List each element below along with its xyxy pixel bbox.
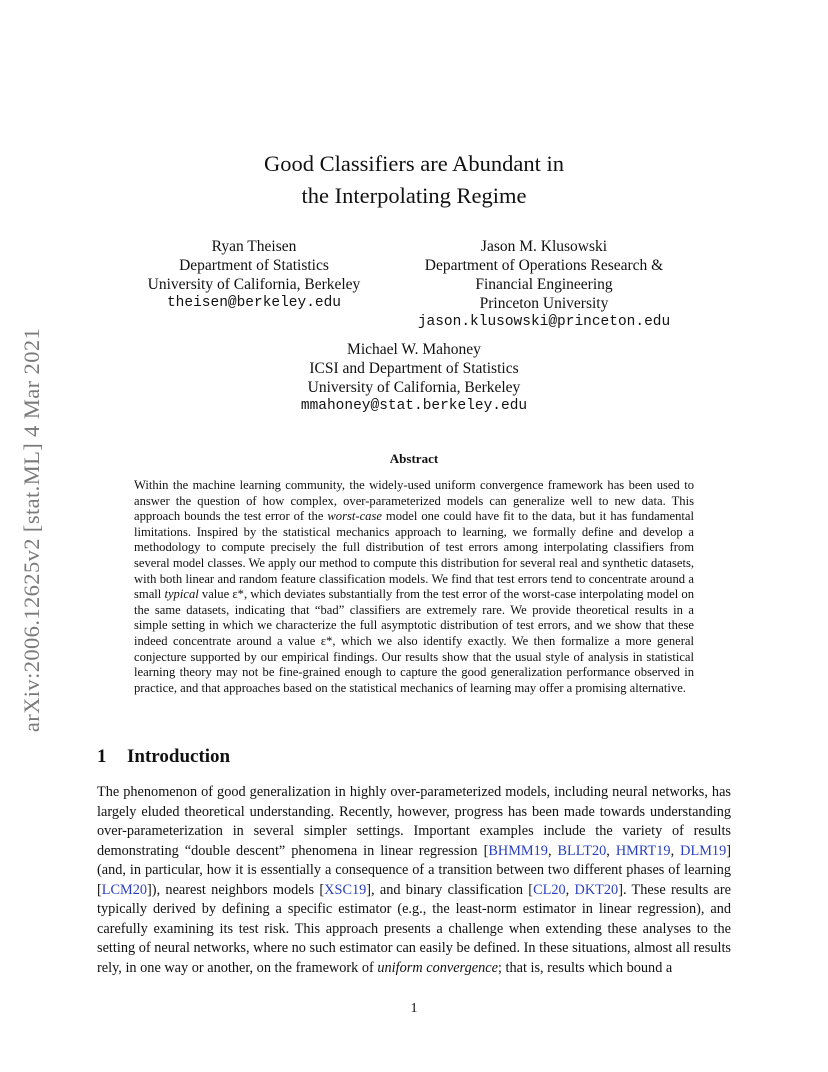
paper-title-line-1: Good Classifiers are Abundant in [264, 151, 564, 176]
body-text: ]. These results are typically derived by defining a specific estimator (e.g., the least-norm estimator in linear regression), and carefully examining its test risk. This approach presents a challenge when extending these analyses to the setting of neural networks, where no such estimator can easily be defined. In these situations, almost all results rely, in one way or another, on the framework of [97, 881, 731, 976]
body-text: The phenomenon of good generalization in highly over-parameterized models, including neural networks, has largely eluded theoretical understanding. Recently, however, progress has been made towards understanding over-parameterization in several simpler settings. Important examples include the variety of results demonstrating “double descent” phenomena in linear regression [ [97, 784, 731, 859]
citation-link[interactable]: BHMM19 [488, 842, 548, 859]
author-name: Ryan Theisen [211, 238, 297, 255]
author-email: theisen@berkeley.edu [166, 295, 342, 311]
author-affiliation: Department of Statistics [179, 257, 329, 274]
author-affiliation: Financial Engineering [475, 276, 613, 293]
body-text: , [565, 881, 575, 898]
author-block-klusowski [394, 237, 694, 332]
body-text: , [547, 842, 558, 859]
paper-title-line-2: the Interpolating Regime [301, 183, 527, 208]
author-block-mahoney [264, 340, 564, 416]
section-heading-introduction [97, 746, 230, 768]
abstract-text: value ε*, which deviates substantially from the test error of the worst-case interpolating model on the same datasets, indicating that “bad” classifiers are extremely rare. We provide theoretical results in a simple setting in which we characterize the full asymptotic distribution of test errors, and we show that these indeed concentrate around a value ε*, which we also identify exactly. We then formalize a more general conjecture supported by our empirical findings. Our results show that the usual style of analysis in statistical learning theory may not be fine-grained enough to capture the good generalization performance observed in practice, and that approaches based on the statistical mechanics of learning may offer a promising alternative. [134, 587, 694, 695]
citation-link[interactable]: HMRT19 [615, 842, 671, 859]
body-text: ] (and, in particular, how it is essentially a consequence of a transition between two different phases of learning [ [97, 842, 731, 898]
author-affiliation: Princeton University [479, 295, 609, 312]
introduction-paragraph [97, 783, 731, 978]
section-title: Introduction [127, 746, 231, 767]
abstract-text: model one could have fit to the data, but it has fundamental limitations. Inspired by the statistical mechanics approach to learning, we formally define and develop a methodology to compute precisely the full distribution of test errors among interpolating classifiers from several model classes. We apply our method to compute this distribution for several real and synthetic datasets, with both linear and random feature classification models. We find that test errors tend to concentrate around a small [134, 509, 695, 602]
arxiv-stamp [10, 290, 54, 770]
introduction-body [97, 783, 731, 978]
author-block-theisen [134, 237, 374, 313]
author-email: jason.klusowski@princeton.edu [417, 314, 671, 330]
citation-link[interactable]: DKT20 [574, 881, 619, 898]
author-email: mmahoney@stat.berkeley.edu [300, 398, 528, 414]
abstract-paragraph [134, 478, 694, 696]
author-affiliation: University of California, Berkeley [147, 276, 361, 293]
author-affiliation: Department of Operations Research & [424, 257, 664, 274]
paper-title [0, 148, 828, 212]
citation-link[interactable]: LCM20 [101, 881, 148, 898]
body-text: , [670, 842, 681, 859]
body-text: , [606, 842, 616, 859]
citation-link[interactable]: BLLT20 [557, 842, 607, 859]
abstract-emphasis: typical [164, 587, 199, 602]
section-number: 1 [97, 746, 107, 767]
author-affiliation: ICSI and Department of Statistics [309, 360, 519, 377]
citation-link[interactable]: DLM19 [680, 842, 727, 859]
body-text: ], and binary classification [ [366, 881, 534, 898]
arxiv-stamp-text: arXiv:2006.12625v2 [stat.ML] 4 Mar 2021 [19, 327, 44, 733]
author-name: Michael W. Mahoney [347, 341, 481, 358]
abstract-emphasis: worst-case [327, 509, 382, 524]
body-emphasis: uniform convergence [377, 959, 498, 976]
abstract-text: Within the machine learning community, the widely-used uniform convergence framework has been used to answer the question of how complex, over-parameterized models can generalize well to new data. This approach bounds the test error of the [134, 478, 694, 524]
body-text: ; that is, results which bound a [497, 959, 673, 976]
author-affiliation: University of California, Berkeley [307, 379, 521, 396]
abstract-body [134, 478, 694, 696]
page-number: 1 [410, 1001, 418, 1016]
citation-link[interactable]: CL20 [533, 881, 566, 898]
body-text: ]), nearest neighbors models [ [147, 881, 325, 898]
abstract-heading: Abstract [389, 451, 439, 466]
citation-link[interactable]: XSC19 [324, 881, 367, 898]
author-name: Jason M. Klusowski [480, 238, 608, 255]
